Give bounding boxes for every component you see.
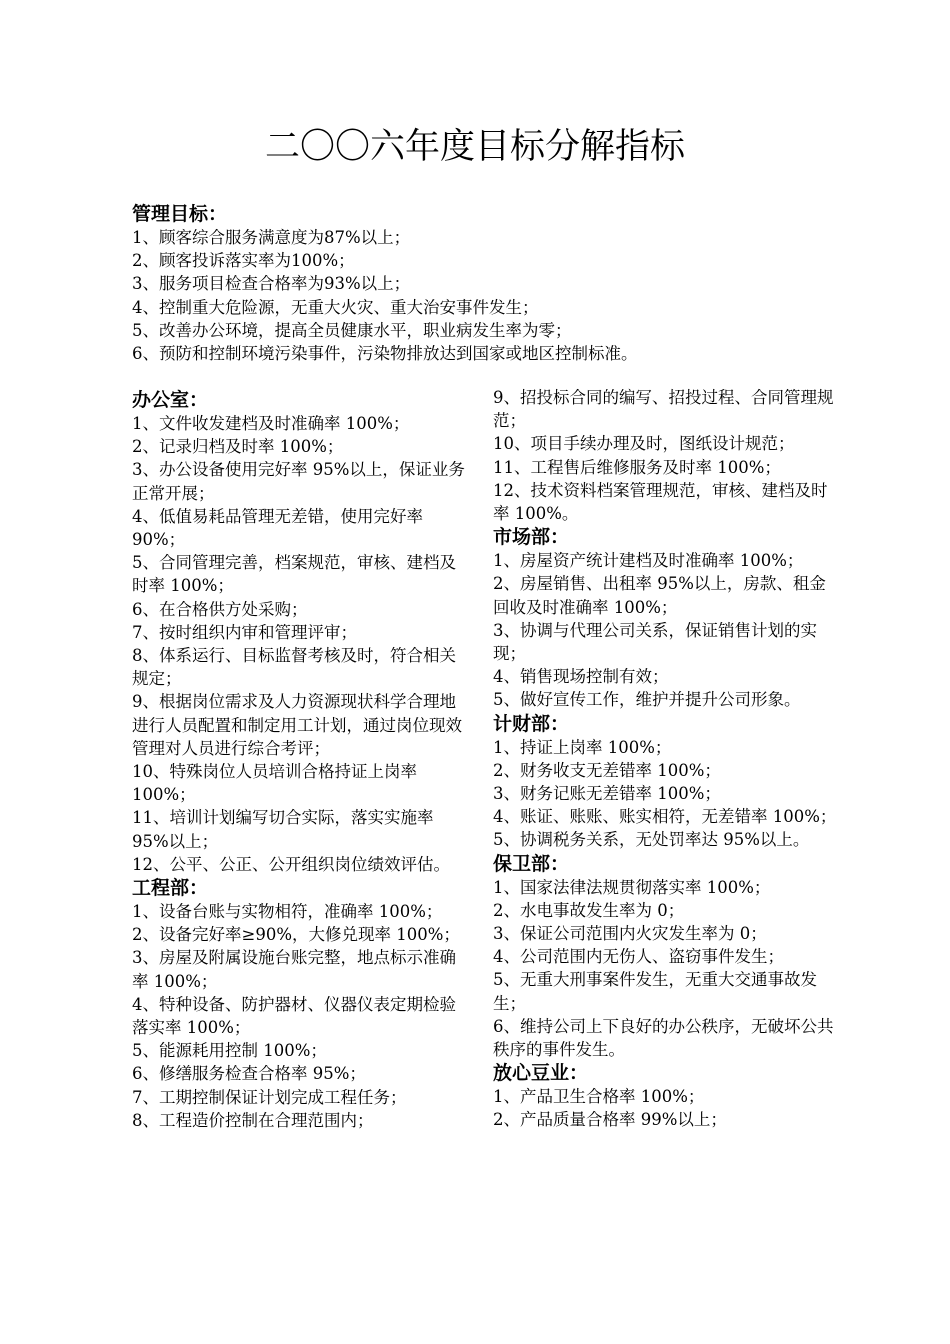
management-item: 2、顾客投诉落实率为100%； bbox=[132, 251, 355, 271]
security-item: 6、维持公司上下良好的办公秩序，无破坏公共秩序的事件发生。 bbox=[493, 1016, 834, 1060]
finance-item: 1、持证上岗率 100%； bbox=[493, 737, 672, 757]
office-item: 5、合同管理完善，档案规范，审核、建档及时率 100%； bbox=[132, 553, 456, 596]
security-item: 2、水电事故发生率为 0； bbox=[493, 900, 685, 920]
security-heading: 保卫部： bbox=[493, 852, 570, 875]
engineering-item: 9、招投标合同的编写、招投过程、合同管理规范； bbox=[493, 388, 834, 431]
market-heading: 市场部： bbox=[493, 526, 570, 549]
soybean-item: 1、产品卫生合格率 100%； bbox=[493, 1087, 705, 1107]
management-item: 1、顾客综合服务满意度为87%以上； bbox=[132, 228, 411, 247]
market-item: 1、房屋资产统计建档及时准确率 100%； bbox=[493, 551, 804, 571]
office-item: 3、办公设备使用完好率 95%以上，保证业务正常开展； bbox=[132, 460, 465, 503]
engineering-item: 2、设备完好率≥90%，大修兑现率 100%； bbox=[132, 925, 460, 945]
office-item: 10、特殊岗位人员培训合格持证上岗率 100%； bbox=[132, 762, 417, 805]
finance-item: 4、账证、账账、账实相符，无差错率 100%； bbox=[493, 807, 837, 827]
engineering-item: 7、工期控制保证计划完成工程任务； bbox=[132, 1087, 407, 1107]
engineering-item: 1、设备台账与实物相符，准确率 100%； bbox=[132, 902, 443, 922]
office-item: 12、公平、公正、公开组织岗位绩效评估。 bbox=[132, 854, 450, 874]
office-item: 6、在合格供方处采购； bbox=[132, 599, 308, 619]
market-item: 5、做好宣传工作，维护并提升公司形象。 bbox=[493, 690, 801, 710]
finance-item: 2、财务收支无差错率 100%； bbox=[493, 760, 721, 780]
page-title: 二〇〇六年度目标分解指标 bbox=[264, 127, 685, 167]
market-item: 2、房屋销售、出租率 95%以上，房款、租金回收及时准确率 100%； bbox=[493, 574, 826, 617]
engineering-item: 6、修缮服务检查合格率 95%； bbox=[132, 1064, 366, 1084]
office-item: 9、根据岗位需求及人力资源现状科学合理地进行人员配置和制定用工计划，通过岗位现效管理对人员进行综合考评； bbox=[132, 692, 462, 758]
finance-heading: 计财部： bbox=[493, 712, 570, 735]
right-column bbox=[493, 386, 838, 1132]
office-item: 11、培训计划编写切合实际，落实实施率 95%以上； bbox=[132, 808, 434, 851]
market-item: 3、协调与代理公司关系，保证销售计划的实现； bbox=[493, 620, 817, 664]
engineering-item: 4、特种设备、防护器材、仪器仪表定期检验落实率 100%； bbox=[132, 994, 456, 1038]
management-item: 6、预防和控制环境污染事件，污染物排放达到国家或地区控制标准。 bbox=[132, 344, 638, 364]
engineering-item: 8、工程造价控制在合理范围内； bbox=[132, 1110, 374, 1130]
office-item: 4、低值易耗品管理无差错，使用完好率 90%； bbox=[132, 506, 423, 550]
management-item: 3、服务项目检查合格率为93%以上； bbox=[132, 274, 411, 294]
engineering-heading: 工程部： bbox=[132, 877, 209, 900]
office-item: 1、文件收发建档及时准确率 100%； bbox=[132, 414, 410, 433]
security-item: 1、国家法律法规贯彻落实率 100%； bbox=[493, 877, 771, 897]
office-item: 8、体系运行、目标监督考核及时，符合相关规定； bbox=[132, 646, 456, 689]
security-item: 5、无重大刑事案件发生，无重大交通事故发生； bbox=[493, 970, 817, 1013]
market-item: 4、销售现场控制有效； bbox=[493, 667, 669, 687]
engineering-item: 5、能源耗用控制 100%； bbox=[132, 1041, 327, 1061]
office-item: 2、记录归档及时率 100%； bbox=[132, 437, 344, 457]
management-heading: 管理目标： bbox=[132, 203, 228, 225]
management-section bbox=[132, 202, 832, 365]
engineering-item: 3、房屋及附属设施台账完整，地点标示准确率 100%； bbox=[132, 948, 456, 991]
security-item: 3、保证公司范围内火灾发生率为 0； bbox=[493, 924, 767, 944]
management-item: 5、改善办公环境，提高全员健康水平，职业病发生率为零； bbox=[132, 320, 572, 340]
soybean-item: 2、产品质量合格率 99%以上； bbox=[493, 1110, 727, 1130]
engineering-item: 12、技术资料档案管理规范，审核、建档及时率 100%。 bbox=[493, 480, 828, 524]
left-column bbox=[132, 388, 472, 1132]
office-item: 7、按时组织内审和管理评审； bbox=[132, 622, 357, 642]
security-item: 4、公司范围内无伤人、盗窃事件发生； bbox=[493, 947, 784, 967]
management-item: 4、控制重大危险源，无重大火灾、重大治安事件发生； bbox=[132, 297, 539, 317]
finance-item: 3、财务记账无差错率 100%； bbox=[493, 784, 721, 804]
soybean-heading: 放心豆业： bbox=[493, 1062, 589, 1085]
office-heading: 办公室： bbox=[132, 389, 209, 411]
engineering-item: 10、项目手续办理及时，图纸设计规范； bbox=[493, 434, 795, 454]
finance-item: 5、协调税务关系，无处罚率达 95%以上。 bbox=[493, 830, 810, 850]
engineering-item: 11、工程售后维修服务及时率 100%； bbox=[493, 457, 781, 477]
